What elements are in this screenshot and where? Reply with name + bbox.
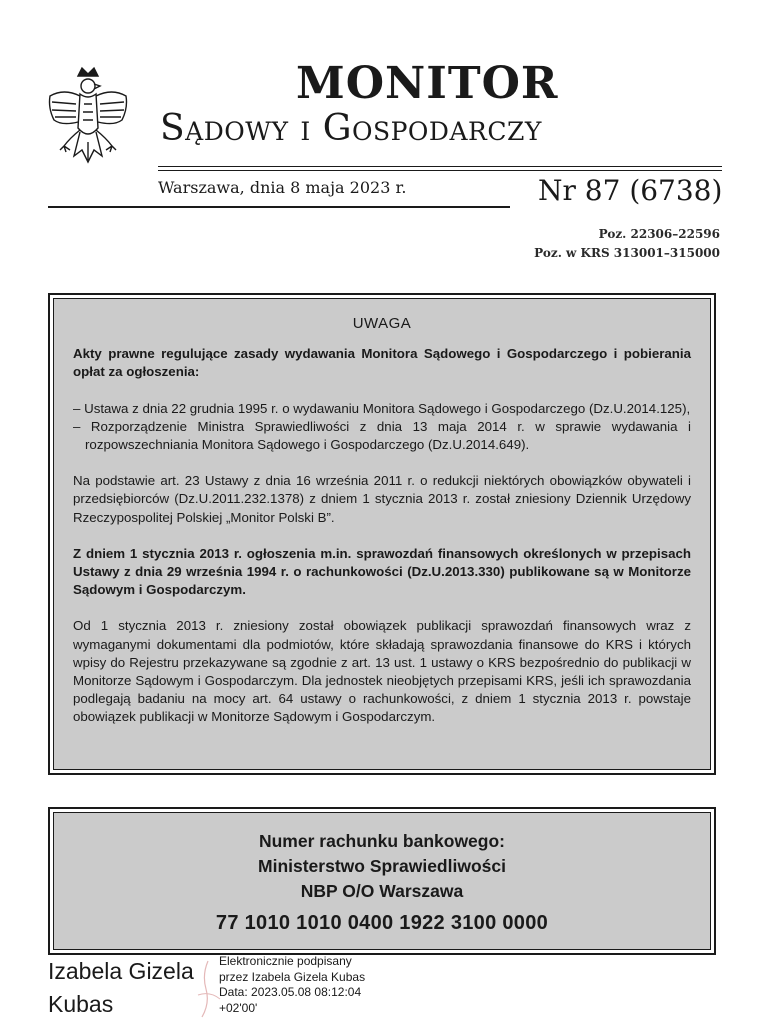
- publication-obligation-paragraph: Od 1 stycznia 2013 r. zniesiony został obowiązek publikacji sprawozdań finansowych wraz z wymaganymi dokumentami dla podmiotów, które składają sprawozdania finansowe do KRS i których wpisy do Rejestru przekazywane są zgodnie z art. 13 ust. 1 ustawy o KRS bezpośrednio do publikacji w Monitorze Sądowym i Gospodarczym. Dla jednostek nieobjętych przepisami KRS, jeśli ich sprawozdania podlegają badaniu na mocy art. 64 ustawy o rachunkowości, z dniem 1 stycznia 2013 r. powstaje obowiązek publikacji w Monitorze Sądowym i Gospodarczym.: [73, 618, 691, 725]
- krs-position-range: Poz. w KRS 313001–315000: [534, 246, 720, 260]
- signer-name-line1: Izabela Gizela: [48, 958, 194, 984]
- issue-number: Nr 87 (6738): [538, 174, 723, 207]
- masthead-title: MONITOR: [296, 58, 559, 109]
- notice-content: [53, 298, 711, 770]
- signature-detail-line: przez Izabela Gizela Kubas: [219, 969, 366, 984]
- signature-timezone: +02'00': [219, 1000, 258, 1015]
- masthead-rule-top: [158, 166, 722, 167]
- bank-branch: NBP O/O Warszawa: [300, 881, 464, 901]
- notice-heading: UWAGA: [352, 315, 412, 332]
- signature-detail-line: Elektronicznie podpisany: [219, 954, 352, 968]
- issue-date: Warszawa, dnia 8 maja 2023 r.: [158, 178, 407, 197]
- signature-details: [219, 954, 409, 1016]
- monitor-polski-b-paragraph: Na podstawie art. 23 Ustawy z dnia 16 września 2011 r. o redukcji niektórych obowiązków obywateli i przedsiębiorców (Dz.U.2011.232.1378) z dniem 1 stycznia 2013 r. został zniesiony Dziennik Urzędowy Rzeczypospolitej Polskiej „Monitor Polski B”.: [73, 473, 691, 525]
- bank-account-content: [53, 812, 711, 950]
- list-item: – Rozporządzenie Ministra Sprawiedliwości z dnia 13 maja 2014 r. w sprawie wydawania i rozpowszechniania Monitora Sądowego i Gospodarczego (Dz.U.2014.649).: [73, 418, 691, 453]
- bank-owner: Ministerstwo Sprawiedliwości: [258, 856, 506, 876]
- polish-eagle-emblem-icon: [44, 66, 132, 186]
- notice-box: [48, 293, 716, 775]
- bank-account-box: [48, 807, 716, 955]
- legal-acts-list: [73, 400, 691, 455]
- financial-statements-paragraph: Z dniem 1 stycznia 2013 r. ogłoszenia m.in. sprawozdań finansowych określonych w przepisach Ustawy z dnia 29 września 1994 r. o rachunkowości (Dz.U.2013.330) publikowane są w Monitorze Sądowym i Gospodarczym.: [73, 545, 691, 598]
- bank-heading: Numer rachunku bankowego:: [258, 831, 505, 851]
- signature-date: Data: 2023.05.08 08:12:04: [219, 985, 362, 999]
- legal-acts-intro: Akty prawne regulujące zasady wydawania Monitora Sądowego i Gospodarczego i pobierania opłat za ogłoszenia:: [73, 346, 691, 380]
- list-item: – Ustawa z dnia 22 grudnia 1995 r. o wydawaniu Monitora Sądowego i Gospodarczego (Dz.U.2014.125),: [73, 400, 691, 416]
- date-rule: [48, 206, 510, 208]
- masthead-rule-bottom: [158, 170, 722, 171]
- bank-account-number: 77 1010 1010 0400 1922 3100 0000: [215, 912, 549, 934]
- masthead-subtitle: Sądowy i Gospodarczy: [160, 108, 542, 149]
- signer-name-line2: Kubas: [48, 991, 114, 1017]
- position-range: Poz. 22306–22596: [598, 227, 720, 241]
